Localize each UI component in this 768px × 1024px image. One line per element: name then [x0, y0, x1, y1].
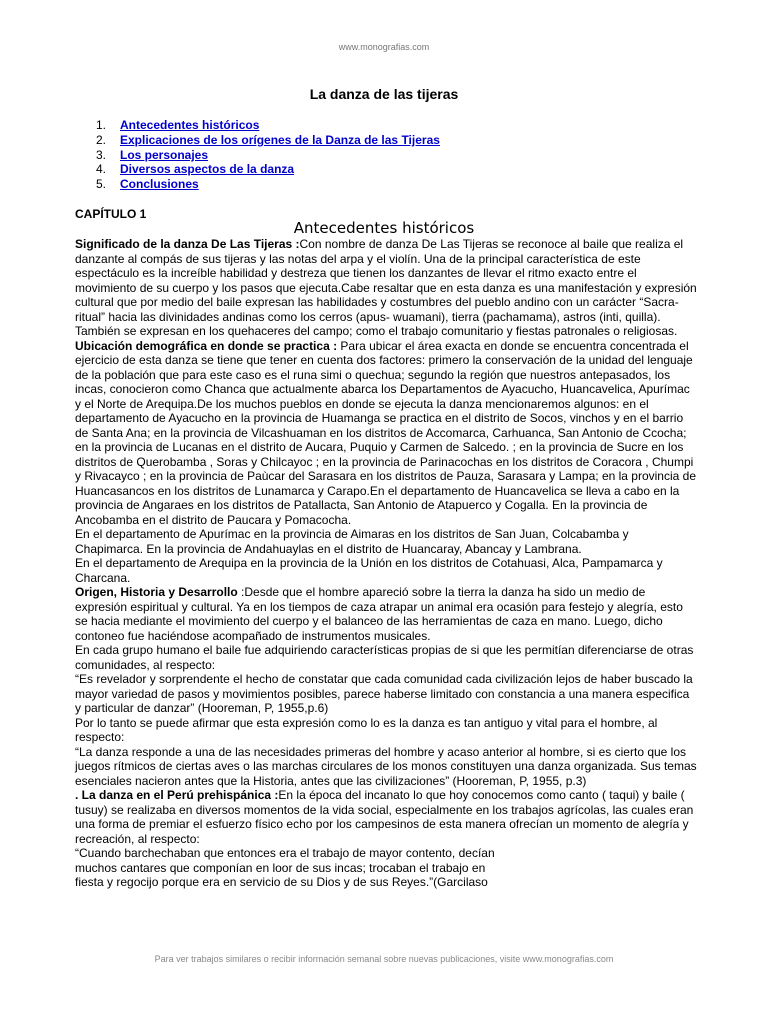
table-of-contents [96, 118, 440, 192]
toc-item [96, 148, 440, 163]
paragraph [75, 788, 697, 846]
paragraph-text: “Cuando barchechaban que entonces era el trabajo de mayor contento, decían [75, 846, 495, 860]
paragraph [75, 745, 697, 789]
paragraph-text: En cada grupo humano el baile fue adquiriendo características propias de si que les permitían diferenciarse de otras comunidades, al respecto: [75, 643, 694, 672]
paragraph [75, 861, 697, 876]
paragraph-text: :Desde que el hombre apareció sobre la tierra la danza ha sido un medio de expresión espiritual y cultural. Ya en los tiempos de caza atrapar un animal era ocasión para festejo y alegría, esto se hacia mediante el movimiento del cuerpo y el balanceo de las herramientas de caza en mano. Luego, dicho contoneo fue haciéndose acompañado de instrumentos musicales. [75, 585, 683, 643]
paragraph-text: Por lo tanto se puede afirmar que esta expresión como lo es la danza es tan antiguo y vital para el hombre, al respecto: [75, 715, 658, 744]
document-title: La danza de las tijeras [309, 86, 459, 102]
paragraph [75, 585, 697, 643]
toc-number: 5. [96, 177, 107, 192]
paragraph-heading: Significado de la danza De Las Tijeras : [75, 237, 300, 251]
toc-link[interactable]: Diversos aspectos de la danza [120, 162, 295, 177]
paragraph-text: Para ubicar el área exacta en donde se encuentra concentrada el ejercicio de esta danza se tiene que tener en cuenta dos factores: primero la conservación de la unidad del lenguaje de la población que para este caso es el runa simi o quechua; segundo la región que nuestros antepasados, los incas, conocieron como Chanca que actualmente abarca los Departamentos de Ayacucho, Huancavelica, Apurímac y el Norte de Arequipa.De los muchos pueblos en donde se ejecuta la danza mencionaremos algunos: en el departamento de Ayacucho en la provincia de Huamanga se practica en el distrito de Socos, vinchos y en el barrio de Santa Ana; en la provincia de Vilcashuaman en los distritos de Accomarca, Carhuanca, San Antonio de Ccocha; en la provincia de Lucanas en el distrito de Aucara, Puquio y Carmen de Salcedo. ; en la provincia de Sucre en los distritos de Querobamba , Soras y Chilcayoc ; en la provincia de Parinacochas en los distritos de Coracora , Chumpi y Rivacayco ; en la provincia de Paùcar del Sarasara en los distritos de Pauza, Sarasara y Lampa; en la provincia de Huancasancos en los distritos de Lunamarca y Carapo.En el departamento de Huancavelica se lleva a cabo en la provincia de Angaraes en los distritos de Patallacta, San Antonio de Atapuerco y Cogalla. En la provincia de Ancobamba en el distrito de Paucara y Pomacocha. [75, 338, 696, 527]
paragraph-text: En el departamento de Apurímac en la provincia de Aimaras en los distritos de San Juan, Colcabamba y Chapimarca. En la provincia de Andahuaylas en el distrito de Huancaray, Abancay y Lambrana. [75, 527, 629, 556]
toc-link[interactable]: Conclusiones [120, 177, 199, 192]
toc-link[interactable]: Antecedentes históricos [120, 118, 260, 132]
toc-number: 4. [96, 162, 107, 177]
paragraph [75, 716, 697, 745]
paragraph-text: Con nombre de danza De Las Tijeras se reconoce al baile que realiza el danzante al compás de sus tijeras y las notas del arpa y el violín. Una de la principal característica de este espectáculo es la increíble habilidad y destreza que tienen los danzantes de llevar el ritmo exacto entre el movimiento de su cuerpo y los pasos que ejecuta.Cabe resaltar que en esta danza es una manifestación y expresión cultural que por medio del baile expresan las habilidades y costumbres del pueblo andino con un carácter “Sacra-ritual” hacia las divinidades andinas como los cerros (apus- wuamani), tierra (pachamama), astros (inti, quilla). También se expresan en los quehaceres del campo; como el trabajo comunitario y fiestas patronales o religiosas. [75, 237, 697, 338]
paragraph-text: “La danza responde a una de las necesidades primeras del hombre y acaso anterior al hombre, si es cierto que los juegos rítmicos de ciertas aves o las marchas circulares de los monos constituyen una danza organizada. Sus temas esenciales nacieron antes que la Historia, antes que las civilizaciones” (Hooreman, P, 1955, p.3) [75, 744, 697, 788]
site-header[interactable]: www.monografias.com [338, 42, 430, 52]
paragraph-text: “Es revelador y sorprendente el hecho de constatar que cada comunidad cada civilización lejos de haber buscado la mayor variedad de pasos y movimientos posibles, parece haberse limitado con constancia a una manera especifica y particular de danzar” (Hooreman, P, 1955,p.6) [75, 672, 693, 715]
document-body [75, 237, 697, 890]
paragraph [75, 556, 697, 585]
paragraph [75, 237, 697, 339]
paragraph-heading: Ubicación demográfica en donde se practica : [75, 338, 338, 353]
site-footer[interactable]: Para ver trabajos similares o recibir información semanal sobre nuevas publicaciones, visite www.monografias.com [154, 954, 614, 964]
chapter-heading: CAPÍTULO 1 [75, 207, 147, 221]
toc-link[interactable]: Explicaciones de los orígenes de la Danza de las Tijeras [120, 132, 440, 147]
toc-item [96, 133, 440, 148]
toc-number: 2. [96, 132, 107, 147]
paragraph-heading: Origen, Historia y Desarrollo [75, 585, 238, 599]
paragraph [75, 846, 697, 861]
paragraph-heading: . La danza en el Perú prehispánica : [75, 788, 279, 802]
toc-number: 1. [96, 118, 107, 132]
paragraph [75, 527, 697, 556]
toc-link[interactable]: Los personajes [120, 147, 209, 162]
paragraph-text: muchos cantares que componían en loor de sus incas; trocaban el trabajo en [75, 860, 486, 875]
paragraph-text: En la época del incanato lo que hoy conocemos como canto ( taqui) y baile ( tusuy) se realizaba en diversos momentos de la vida social, especialmente en los trabajos agrícolas, las cuales eran una forma de premiar el esfuerzo físico echo por los campesinos de esta manera ofrecían un momento de alegría y recreación, al respecto: [75, 788, 694, 846]
paragraph [75, 672, 697, 716]
paragraph [75, 875, 697, 890]
toc-item [96, 162, 440, 177]
paragraph-text: fiesta y regocijo porque era en servicio de su Dios y de sus Reyes.”(Garcilaso [75, 875, 488, 889]
section-title: Antecedentes históricos [293, 219, 475, 237]
paragraph-text: En el departamento de Arequipa en la provincia de la Unión en los distritos de Cotahuasi, Alca, Pampamarca y Charcana. [75, 556, 663, 585]
toc-item [96, 177, 440, 192]
paragraph [75, 643, 697, 672]
toc-number: 3. [96, 147, 107, 162]
toc-item [96, 118, 440, 133]
paragraph [75, 339, 697, 528]
